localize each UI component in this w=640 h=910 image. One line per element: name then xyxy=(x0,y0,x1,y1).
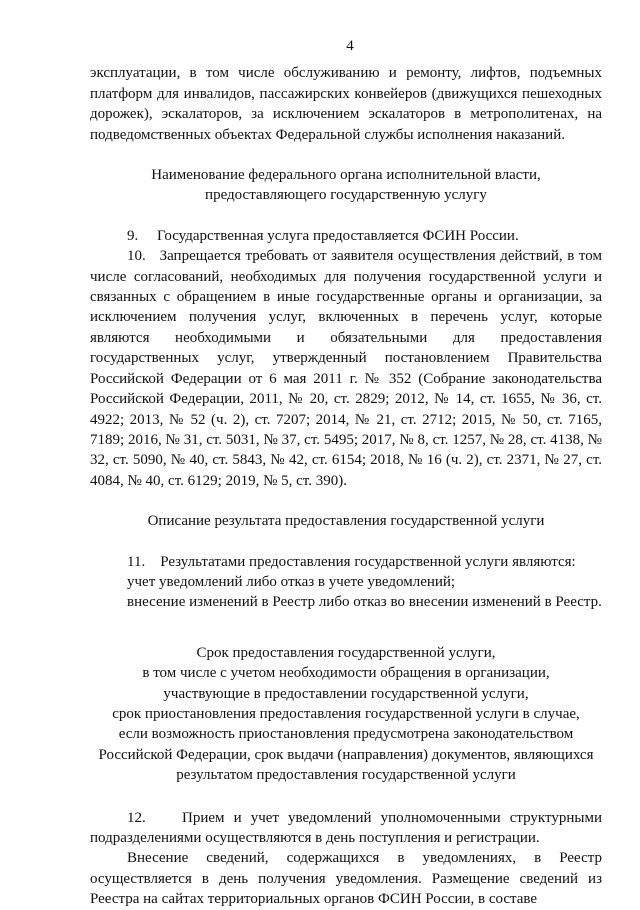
heading-line: срок приостановления предоставления государственной услуги в случае, xyxy=(112,705,580,722)
paragraph-9: 9. Государственная услуга предоставляется ФСИН России. xyxy=(127,227,519,244)
section-heading-authority xyxy=(90,165,602,206)
paragraph-12: 12. Прием и учет уведомлений уполномоченными структурными подразделениями осуществляются в день поступления и регистрации. xyxy=(90,809,602,846)
paragraph-11-item-b: внесение изменений в Реестр либо отказ во внесении изменений в Реестр. xyxy=(127,594,602,611)
heading-line: Российской Федерации, срок выдачи (направления) документов, являющихся xyxy=(98,746,594,763)
paragraph-11: 11. Результатами предоставления государственной услуги являются: xyxy=(127,553,576,570)
heading-line: в том числе с учетом необходимости обращения в организации, xyxy=(142,665,550,682)
heading-line: если возможность приостановления предусмотрена законодательством xyxy=(118,726,574,743)
heading-line: Описание результата предоставления государственной услуги xyxy=(147,513,545,530)
page-number: 4 xyxy=(346,38,354,54)
heading-line: Срок предоставления государственной услуги, xyxy=(196,644,496,661)
document-page xyxy=(90,36,602,910)
heading-line: Наименование федерального органа исполнительной власти, xyxy=(151,167,541,184)
heading-line: предоставляющего государственную услугу xyxy=(205,187,487,204)
paragraph-10: 10. Запрещается требовать от заявителя осуществления действий, в том числе согласований, необходимых для получения государственной услуги и связанных с обращением в иные государственные органы и организации, за исключением получения услуг, включенных в перечень услуг, которые являются необходимыми и обязательными для предоставления государственных услуг, утвержденный постановлением Правительства Российской Федерации от 6 мая 2011 г. № 352 (Собрание законодательства Российской Федерации, 2011, № 20, ст. 2829; 2012, № 14, ст. 1655, № 36, ст. 4922; 2013, № 52 (ч. 2), ст. 7207; 2014, № 21, ст. 2712; 2015, № 50, ст. 7165, 7189; 2016, № 31, ст. 5031, № 37, ст. 5495; 2017, № 8, ст. 1257, № 28, ст. 4138, № 32, ст. 5090, № 40, ст. 5843, № 42, ст. 6154; 2018, № 16 (ч. 2), ст. 2371, № 27, ст. 4084, № 40, ст. 6129; 2019, № 5, ст. 390). xyxy=(90,248,602,489)
heading-line: результатом предоставления государственной услуги xyxy=(176,767,516,784)
paragraph-11-item-a: учет уведомлений либо отказ в учете уведомлений; xyxy=(127,573,456,590)
intro-paragraph: эксплуатации, в том числе обслуживанию и ремонту, лифтов, подъемных платформ для инвалидов, пассажирских конвейеров (движущихся пешеходных дорожек), эскалаторов, за исключением эскалаторов в метрополитенах, на подведомственных объектах Федеральной службы исполнения наказаний. xyxy=(90,65,602,143)
paragraph-12-continued: Внесение сведений, содержащихся в уведомлениях, в Реестр осуществляется в день получения уведомления. Размещение сведений из Реестра на сайтах территориальных органов ФСИН России, в составе xyxy=(90,850,602,908)
section-heading-term xyxy=(90,643,602,786)
section-heading-result xyxy=(90,511,602,531)
heading-line: участвующие в предоставлении государственной услуги, xyxy=(163,685,529,702)
